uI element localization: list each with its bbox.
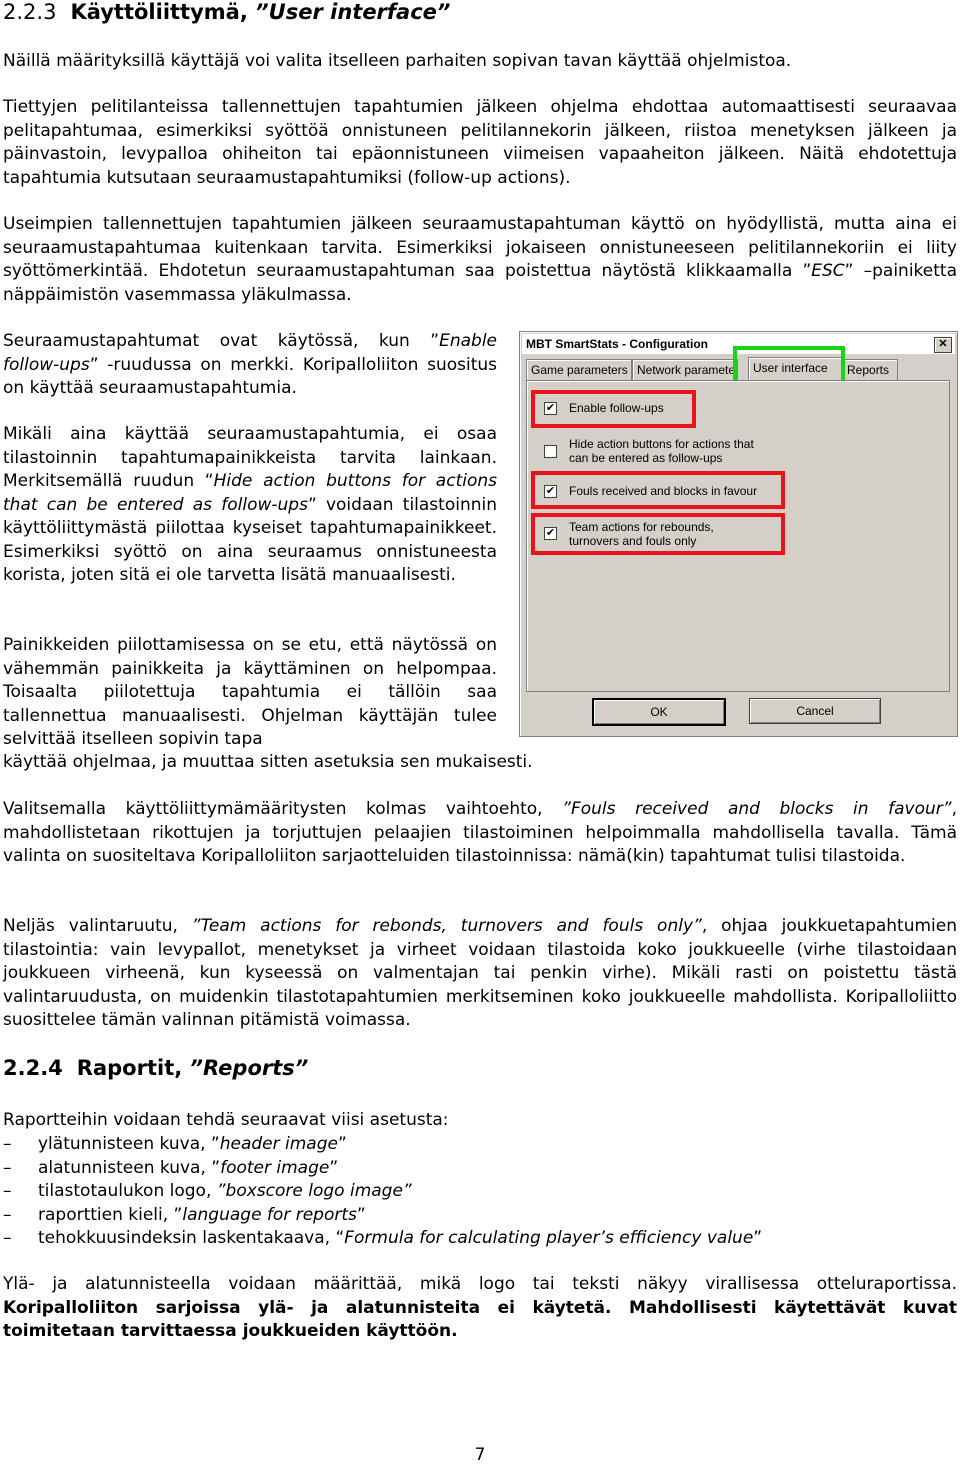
reports-settings-list (3, 1133, 957, 1251)
dash-bullet: – (3, 1228, 12, 1248)
dash-bullet: – (3, 1204, 12, 1225)
para10-text-a: Ylä- ja alatunnisteella voidaan määrittää, mikä logo tai teksti näkyy virallisessa otteluraportissa. (3, 1274, 957, 1294)
user-interface-tab-highlight (733, 346, 845, 384)
configuration-dialog-screenshot (519, 331, 958, 737)
team-actions-highlight (531, 513, 785, 555)
list-item-italic: ”boxscore logo image” (216, 1181, 412, 1201)
tab-reports[interactable]: Reports (842, 359, 898, 380)
paragraph-reports-intro: Raportteihin voidaan tehdä seuraavat viisi asetusta: (3, 1110, 449, 1130)
list-item (3, 1227, 957, 1251)
enable-follow-ups-highlight (531, 390, 696, 428)
dialog-title: MBT SmartStats - Configuration (526, 337, 708, 351)
para7-text-a: Valitsemalla käyttöliittymämääritysten kolmas vaihtoehto, (3, 799, 563, 819)
list-item-text: tilastotaulukon logo, (38, 1181, 217, 1201)
enable-follow-ups-checkbox[interactable]: ✔ (545, 402, 556, 414)
dash-bullet: – (3, 1157, 12, 1178)
list-item-italic: language for reports (182, 1204, 357, 1225)
fouls-received-checkbox[interactable]: ✔ (545, 485, 556, 497)
section-title: Raportit, (76, 1056, 190, 1080)
section-heading-2-2-4 (3, 1056, 308, 1080)
para4-text-b: ” -ruudussa on merkki. Koripalloliiton suositus on käyttää seuraamustapahtumia. (3, 354, 497, 398)
enable-follow-ups-label: Enable follow-ups (569, 401, 664, 415)
team-actions-checkbox[interactable]: ✔ (545, 527, 556, 539)
paragraph-intro: Näillä määrityksillä käyttäjä voi valita itselleen parhaiten sopivan tavan käyttää ohjelmistoa. (3, 51, 792, 71)
hide-action-buttons-label: Hide action buttons for actions that can be entered as follow-ups (569, 437, 754, 465)
list-item-end: ” (356, 1204, 366, 1225)
page-number: 7 (474, 1445, 486, 1465)
esc-key-text: ESC (811, 261, 845, 281)
tab-user-interface[interactable]: User interface (748, 357, 844, 380)
section-heading-2-2-3 (3, 0, 450, 24)
close-icon[interactable]: ✕ (934, 337, 952, 353)
section-number: 2.2.3 (3, 0, 57, 24)
para3-text-b: ” –painiketta näppäimistön vasemmassa yläkulmassa. (3, 261, 957, 305)
para5-text-a: Mikäli aina käyttää seuraamustapahtumia, ei osaa tilastoinnin tapahtumapainikkeista tarvita lainkaan. Merkitsemällä ruudun “ (3, 424, 497, 491)
tab-game-parameters[interactable]: Game parameters (526, 359, 632, 380)
para3-text-a: Useimpien tallennettujen tapahtumien jälkeen seuraamustapahtuman käyttö on hyödyllistä, mutta aina ei seuraamustapahtumaa kuitenkaan tarvita. Esimerkiksi jokaiseen onnistuneeseen pelitilannekoriin ei liity syöttömerkintää. Ehdotetun seuraamustapahtuman saa poistettua näytöstä klikkaamalla ” (3, 214, 957, 281)
paragraph-hide-buttons (3, 423, 497, 588)
section-title-italic: ”Reports” (189, 1056, 309, 1080)
para8-italic: ”Team actions for rebonds, turnovers and fouls only” (191, 916, 702, 936)
ok-button[interactable]: OK (592, 698, 726, 726)
list-item-text: tehokkuusindeksin laskentakaava, “ (38, 1228, 345, 1248)
para5-text-b: ” voidaan tilastoinnin käyttöliittymästä piilottaa kyseiset tapahtumapainikkeet. Esimerkiksi syöttö on aina seuraamus onnistuneesta korista, joten sitä ei ole tarvetta lisätä manuaalisesti. (3, 494, 497, 585)
cancel-button[interactable]: Cancel (749, 698, 881, 724)
paragraph-team-actions (3, 915, 957, 1033)
list-item-end: ” (753, 1228, 763, 1248)
list-item-italic: header image (219, 1134, 338, 1154)
list-item-end: ” (337, 1134, 347, 1154)
list-item-italic: Formula for calculating player’s efficiency value (344, 1228, 754, 1248)
list-item-text: ylätunnisteen kuva, ” (38, 1134, 220, 1154)
dash-bullet: – (3, 1134, 12, 1154)
hide-action-buttons-checkbox[interactable] (544, 445, 557, 458)
para8-text-b: , ohjaa joukkuetapahtumien tilastointia: vain levypallot, menetykset ja virheet voidaan tilastoida koko joukkueelle (virhe tilastoidaan joukkueen virheenä, kun kyseessä on valmentajan tai penkin virhe). Mikäli rasti on poistettu tästä valintaruudusta, on muidenkin tilastotapahtumien merkitseminen koko joukkueelle mahdollista. Koripalloliitto suosittelee tämän valinnan pitämistä voimassa. (3, 916, 958, 1030)
para7-italic: ”Fouls received and blocks in favour” (562, 799, 952, 819)
paragraph-follow-up-intro: Tiettyjen pelitilanteissa tallennettujen tapahtumien jälkeen ohjelma ehdottaa automaattisesti seuraavaa pelitapahtumaa, esimerkiksi syöttöä onnistuneen pelitilannekorin jälkeen, riistoa menetyksen jälkeen ja päinvastoin, levypalloa ohiheiton tai epäonnistuneen viimeisen vapaaheiton jälkeen. Näitä ehdotettuja tapahtumia kutsutaan seuraamustapahtumiksi (follow-up actions). (3, 97, 957, 188)
fouls-received-label: Fouls received and blocks in favour (569, 484, 758, 498)
paragraph-header-footer (3, 1273, 957, 1344)
list-item (3, 1133, 957, 1157)
para4-text-a: Seuraamustapahtumat ovat käytössä, kun ” (3, 331, 440, 351)
paragraph-fouls-received (3, 798, 957, 869)
list-item-italic: footer image (220, 1157, 330, 1178)
para10-bold: Koripalloliiton sarjoissa ylä- ja alatunnisteita ei käytetä. Mahdollisesti käytettävät kuvat toimitetaan tarvittaessa joukkueiden käyttöön. (3, 1297, 957, 1341)
paragraph-hiding-benefits-tail: käyttää ohjelmaa, ja muuttaa sitten asetuksia sen mukaisesti. (3, 752, 533, 772)
para8-text-a: Neljäs valintaruutu, (3, 916, 192, 936)
paragraph-follow-up-usage (3, 213, 957, 307)
list-item (3, 1157, 957, 1181)
para4-italic: Enable follow-ups (3, 331, 497, 375)
section-number: 2.2.4 (3, 1056, 63, 1080)
list-item-text: raporttien kieli, ” (38, 1204, 183, 1225)
fouls-received-highlight (531, 471, 785, 509)
section-title: Käyttöliittymä, (70, 0, 256, 24)
para7-text-b: , mahdollistetaan rikottujen ja torjuttujen pelaajien tilastoiminen helpoimmalla mahdollisella tavalla. Tämä valinta on suositeltava Koripalloliiton sarjaotteluiden tilastoinnissa: nämä(kin) tapahtumat tulisi tilastoida. (3, 799, 957, 866)
section-title-italic: ”User interface” (255, 0, 451, 24)
paragraph-enable-follow-ups (3, 330, 497, 401)
list-item-text: alatunnisteen kuva, ” (38, 1157, 221, 1178)
list-item-end: ” (329, 1157, 339, 1178)
list-item (3, 1204, 957, 1228)
list-item (3, 1180, 957, 1204)
dash-bullet: – (3, 1181, 12, 1201)
tab-network-parameters[interactable]: Network paramete (632, 359, 738, 380)
team-actions-label: Team actions for rebounds, turnovers and fouls only (569, 520, 714, 548)
paragraph-hiding-benefits: Painikkeiden piilottamisessa on se etu, että näytössä on vähemmän painikkeita ja käyttäminen on helpompaa. Toisaalta piilotettuja tapahtumia ei tällöin saa tallennettua manuaalisesti. Ohjelman käyttäjän tulee selvittää itselleen sopivin tapa (3, 635, 497, 749)
para5-italic: Hide action buttons for actions that can be entered as follow-ups (3, 471, 497, 515)
